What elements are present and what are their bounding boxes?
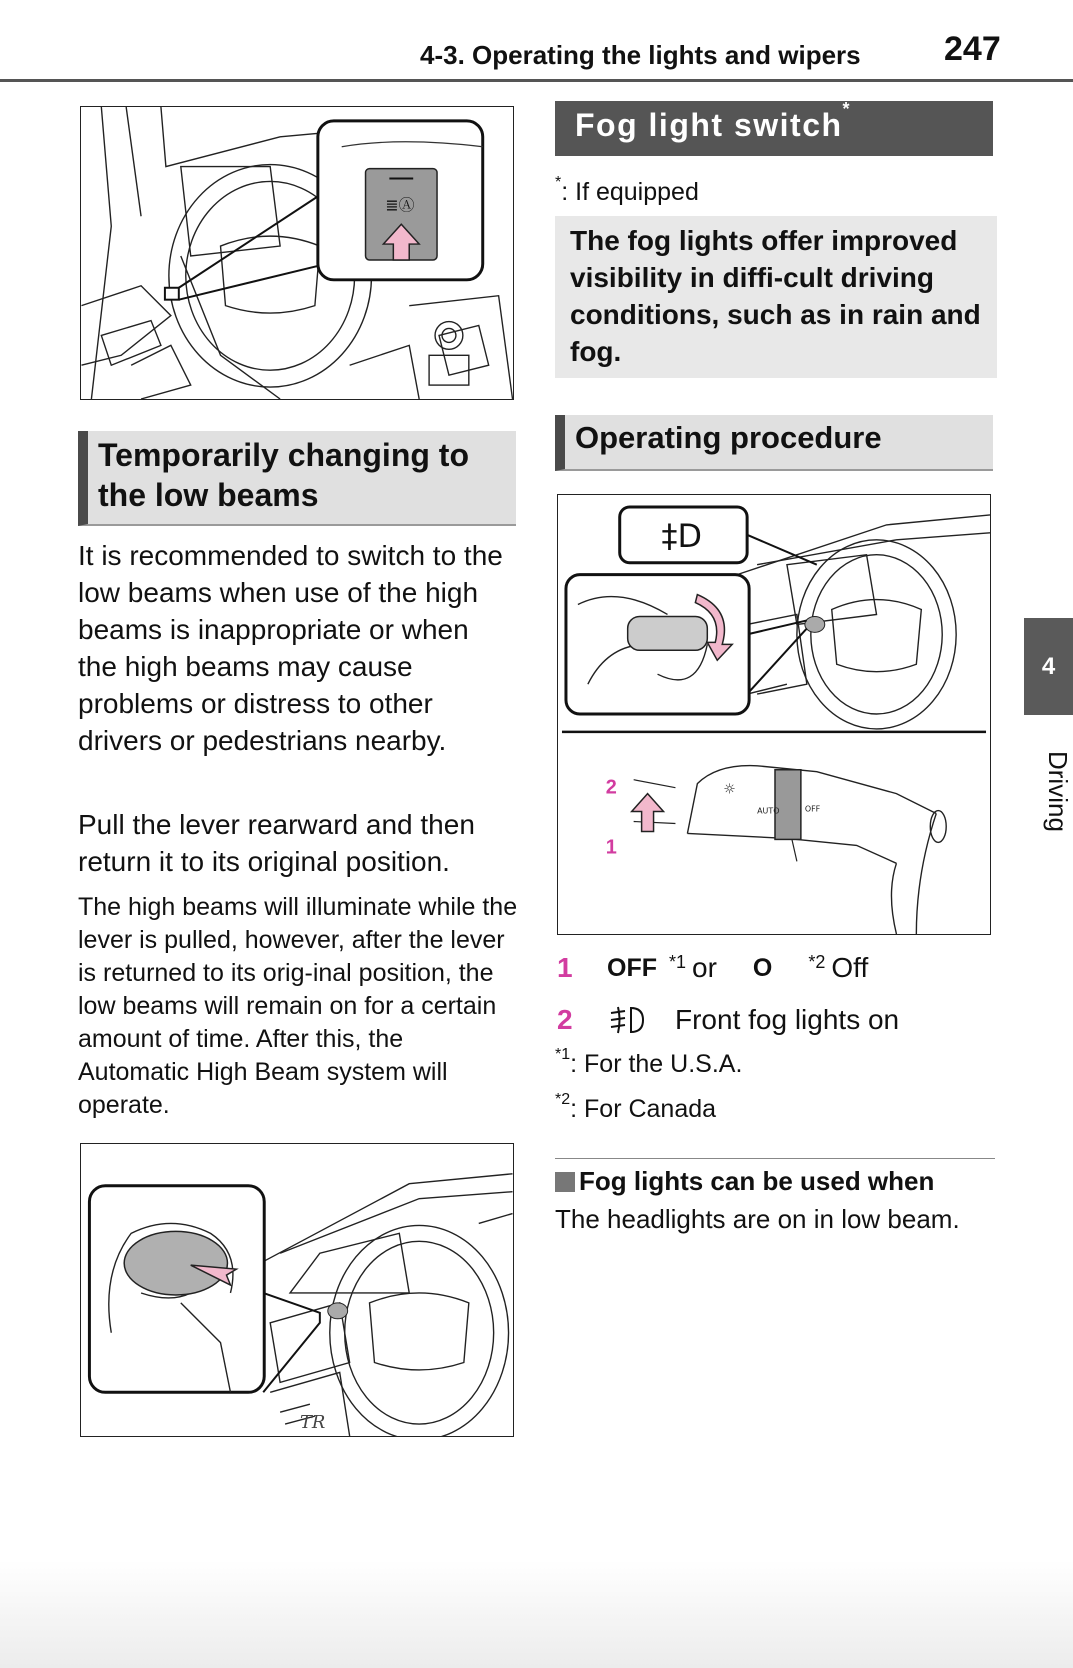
legend-circle: O xyxy=(752,953,773,982)
footnote-mark-2: *2 xyxy=(555,1091,571,1108)
low-beams-paragraph-1: It is recommended to switch to the low beams when use of the high beams is inappropriate or when the high beams may cause problems or distress to other drivers or pedestrians nearby. xyxy=(78,540,503,756)
fog-lights-note-title-text: Fog lights can be used when xyxy=(579,1166,935,1196)
legend-row-2 xyxy=(557,1003,899,1037)
figure-pull-lever xyxy=(80,1143,514,1437)
switch-off-label: OFF xyxy=(804,804,821,814)
legend-desc-fog-on: Front fog lights on xyxy=(675,1004,900,1035)
figure-label-2: 2 xyxy=(605,776,617,799)
figure-fog-light-lever xyxy=(557,494,991,935)
operating-procedure-heading: Operating procedure xyxy=(555,415,993,471)
square-bullet-icon xyxy=(555,1172,575,1192)
if-equipped-text: : If equipped xyxy=(561,178,699,206)
page-bottom-shade xyxy=(0,1560,1073,1668)
legend-sup-1: *1 xyxy=(669,951,687,972)
legend-number: 1 xyxy=(557,952,573,983)
legend-number: 2 xyxy=(557,1004,573,1035)
fog-light-switch-mark: * xyxy=(842,99,852,119)
svg-text:TR: TR xyxy=(299,1412,326,1434)
legend-or: or xyxy=(692,952,717,983)
fog-lights-note-text: The headlights are on in low beam. xyxy=(555,1204,960,1234)
fog-lever-illustration-icon xyxy=(558,495,990,934)
footnote-mark-1: *1 xyxy=(555,1046,571,1063)
svg-text:☼: ☼ xyxy=(723,781,736,798)
footnote-usa xyxy=(555,1046,743,1079)
footnote-text-canada: : For Canada xyxy=(570,1095,717,1123)
footnote-canada xyxy=(555,1091,717,1124)
figure-auto-high-beam-switch xyxy=(80,106,514,400)
legend-desc-off: Off xyxy=(831,952,869,983)
page-header xyxy=(0,0,1073,82)
fog-lights-summary: The fog lights offer improved visibility in diffi-cult driving conditions, such as in rain and fog. xyxy=(555,216,997,378)
low-beams-note: The high beams will illuminate while the lever is pulled, however, after the lever is returned to its orig-inal position, the low beams will remain on for a certain amount of time. After this, the Automatic High Beam system will operate. xyxy=(78,893,518,1119)
dashboard-illustration-icon xyxy=(81,107,513,399)
note-divider xyxy=(555,1158,995,1159)
chapter-tab-label: Driving xyxy=(1043,750,1073,832)
footnote-text-usa: : For the U.S.A. xyxy=(570,1050,743,1078)
switch-auto-label: AUTO xyxy=(757,806,780,816)
if-equipped-mark: * xyxy=(555,174,562,191)
front-fog-light-icon xyxy=(607,1003,663,1037)
chapter-tab[interactable]: 4 xyxy=(1024,618,1073,715)
if-equipped-footnote xyxy=(555,174,699,207)
fog-light-switch-heading xyxy=(555,101,993,156)
low-beams-heading: Temporarily changing to the low beams xyxy=(78,431,516,526)
legend-row-1 xyxy=(557,952,868,984)
fog-light-switch-title: Fog light switch xyxy=(575,107,843,143)
fog-lights-note-title xyxy=(555,1166,934,1197)
low-beams-paragraph-2: Pull the lever rearward and then return it to its original position. xyxy=(78,809,475,877)
legend-sup-2: *2 xyxy=(808,951,826,972)
svg-text:‡D: ‡D xyxy=(661,516,702,555)
svg-text:≣Ⓐ: ≣Ⓐ xyxy=(385,195,415,215)
section-title: 4-3. Operating the lights and wipers xyxy=(420,40,861,70)
figure-label-1: 1 xyxy=(605,836,617,859)
legend-off-label: OFF xyxy=(607,953,657,982)
page-number: 247 xyxy=(944,30,1001,68)
lever-pull-illustration-icon xyxy=(81,1144,513,1436)
